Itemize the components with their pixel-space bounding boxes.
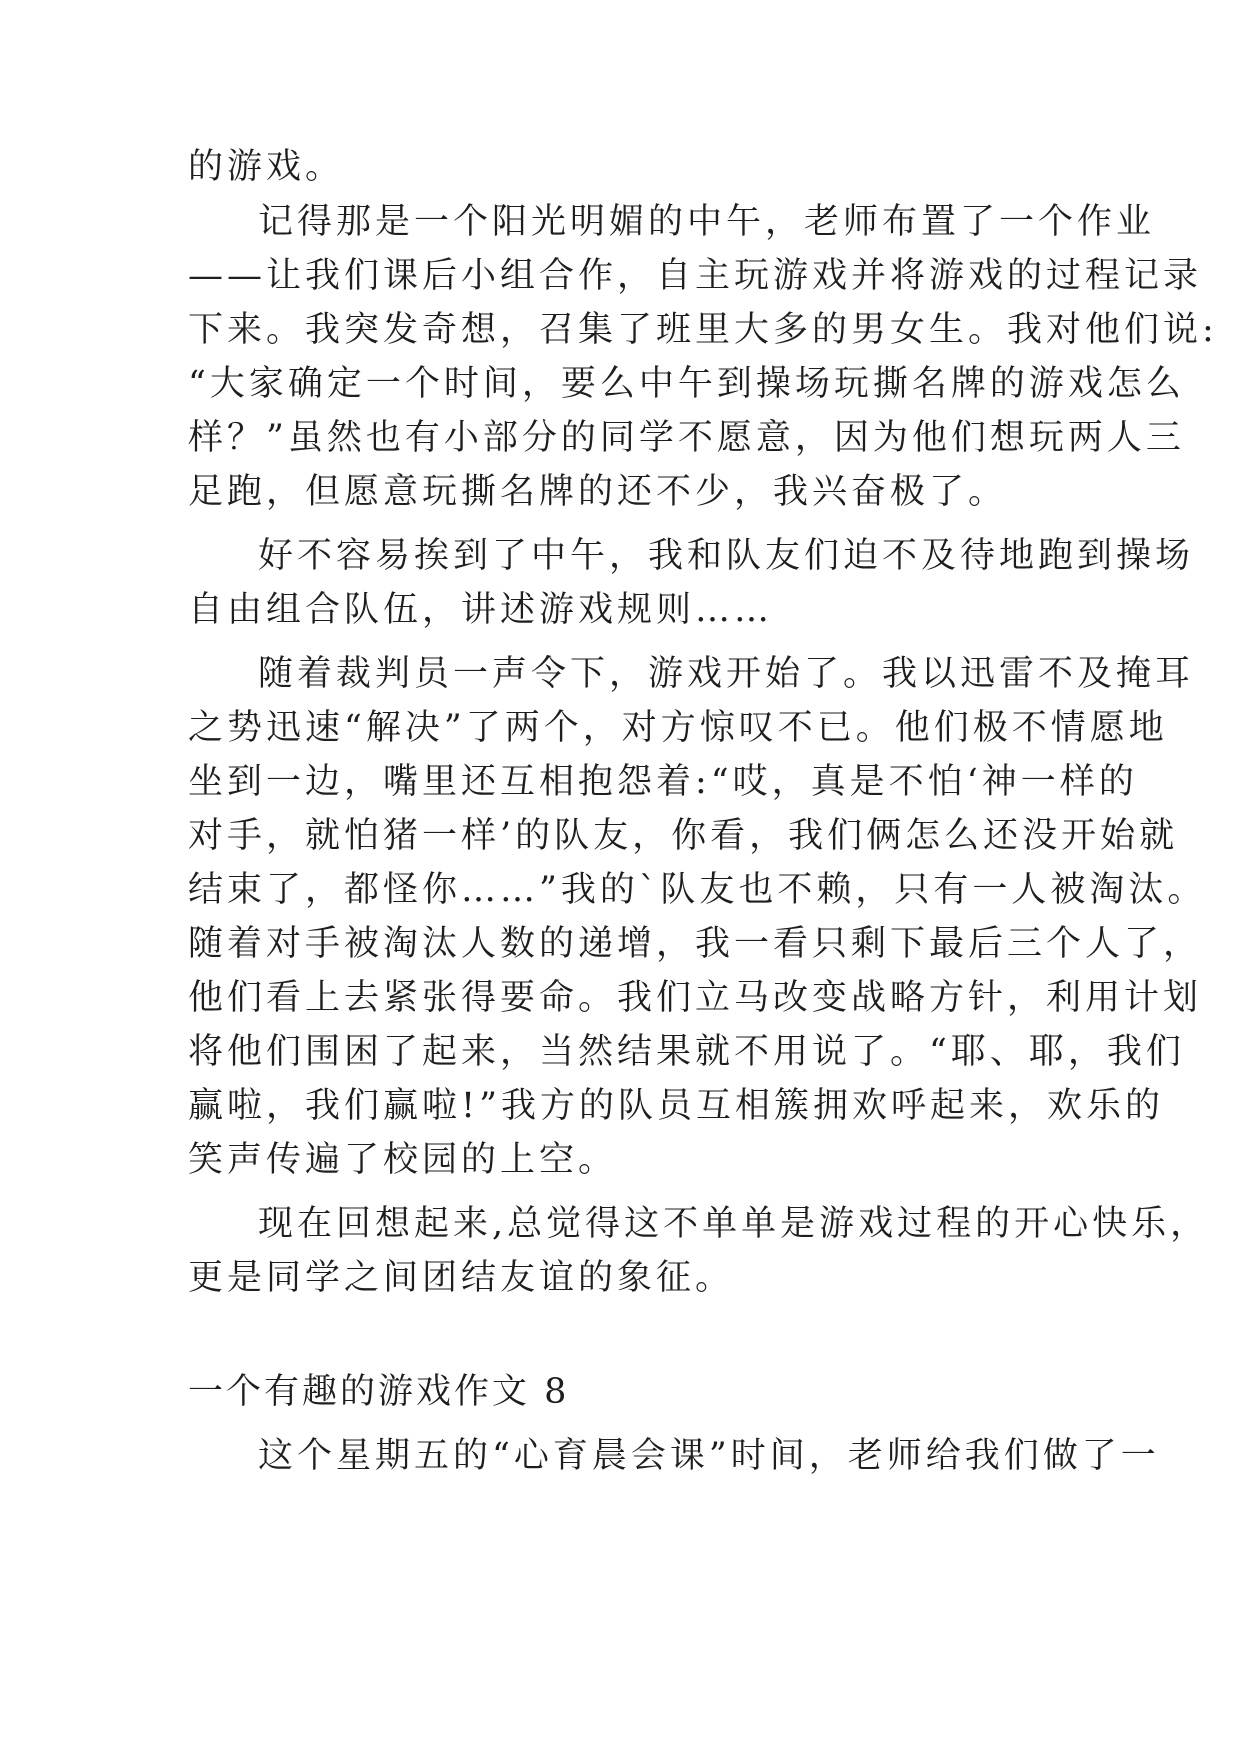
text-line: 赢啦，我们赢啦!”我方的队员互相簇拥欢呼起来，欢乐的 [188, 1086, 1164, 1126]
text-line: 结束了，都怪你……”我的`队友也不赖，只有一人被淘汰。 [188, 870, 1207, 910]
text-line: 足跑，但愿意玩撕名牌的还不少，我兴奋极了。 [188, 472, 1008, 512]
text-line: 好不容易挨到了中午，我和队友们迫不及待地跑到操场 [258, 536, 1195, 576]
text-line: 更是同学之间团结友谊的象征。 [188, 1258, 735, 1298]
text-line: 这个星期五的“心育晨会课”时间，老师给我们做了一 [258, 1436, 1160, 1476]
text-line: 自由组合队伍，讲述游戏规则…… [188, 590, 774, 630]
text-line: 下来。我突发奇想，召集了班里大多的男女生。我对他们说: [188, 310, 1218, 350]
text-line: 样？”虽然也有小部分的同学不愿意，因为他们想玩两人三 [188, 418, 1185, 458]
text-line: 现在回想起来,总觉得这不单单是游戏过程的开心快乐， [258, 1204, 1210, 1244]
text-line: 对手，就怕猪一样’的队友，你看，我们俩怎么还没开始就 [188, 816, 1179, 856]
text-line: 随着裁判员一声令下，游戏开始了。我以迅雷不及掩耳 [258, 654, 1195, 694]
text-line: 坐到一边，嘴里还互相抱怨着:“哎，真是不怕‘神一样的 [188, 762, 1138, 802]
text-line: 将他们围困了起来，当然结果就不用说了。“耶、耶，我们 [188, 1032, 1185, 1072]
section-heading: 一个有趣的游戏作文 8 [188, 1372, 570, 1412]
text-line: 的游戏。 [188, 147, 345, 187]
text-line: “大家确定一个时间，要么中午到操场玩撕名牌的游戏怎么 [188, 364, 1185, 404]
text-line: 随着对手被淘汰人数的递增，我一看只剩下最后三个人了， [188, 924, 1203, 964]
text-line: ——让我们课后小组合作，自主玩游戏并将游戏的过程记录 [188, 256, 1203, 296]
text-line: 他们看上去紧张得要命。我们立马改变战略方针，利用计划 [188, 978, 1203, 1018]
text-line: 之势迅速“解决”了两个，对方惊叹不已。他们极不情愿地 [188, 708, 1168, 748]
text-line: 记得那是一个阳光明媚的中午，老师布置了一个作业 [258, 202, 1156, 242]
text-line: 笑声传遍了校园的上空。 [188, 1140, 618, 1180]
